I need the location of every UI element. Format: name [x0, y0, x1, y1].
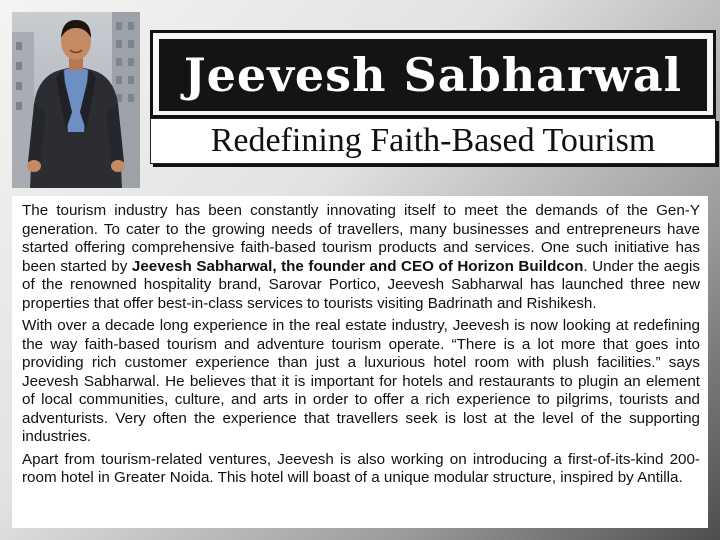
page-title: Jeevesh Sabharwal — [183, 48, 683, 102]
paragraph-1-text-start: The tourism industry has been constantly innovating itself to meet the demands of the Gen-Y generation. To cater to the growing needs of travellers, many businesses and entrepreneurs have started offering comprehensive faith-based tourism products and services. One such initiative has been started by — [22, 202, 700, 275]
article-paragraph-3: Apart from tourism-related ventures, Jeevesh is also working on introducing a first-of-its-kind 200-room hotel in Greater Noida. This hotel will boast of a unique modular structure, inspired by Antilla. — [22, 450, 700, 486]
page-subtitle: Redefining Faith-Based Tourism — [210, 122, 656, 159]
article-paragraph-1 — [22, 202, 700, 313]
paragraph-1-text-end: . Under the aegis of the renowned hospitality brand, Sarovar Portico, Jeevesh Sabharwal has launched three new properties that offer best-in-class services to tourists visiting Badrinath and Rishikesh. — [22, 257, 700, 312]
title-bar — [159, 39, 707, 111]
portrait-photo — [12, 12, 140, 188]
portrait-illustration — [12, 12, 140, 188]
paragraph-1-highlight: Jeevesh Sabharwal, the founder and CEO of Horizon Buildcon — [131, 257, 584, 275]
title-frame — [150, 30, 716, 118]
subtitle-frame — [150, 118, 716, 164]
article-body — [12, 196, 708, 528]
article-paragraph-2: With over a decade long experience in the real estate industry, Jeevesh is now looking at redefining the way faith-based tourism and adventure tourism operate. “There is a lot more that goes into providing rich customer experience than just a luxurious hotel room with plush facilities.” says Jeevesh Sabharwal. He believes that it is important for hotels and restaurants to plugin an element of local communities, culture, and arts in order to offer a rich experience to pilgrims, tourists and adventurists. Very often the experience that travellers seek is lost at the level of the supporting industries. — [22, 317, 700, 445]
